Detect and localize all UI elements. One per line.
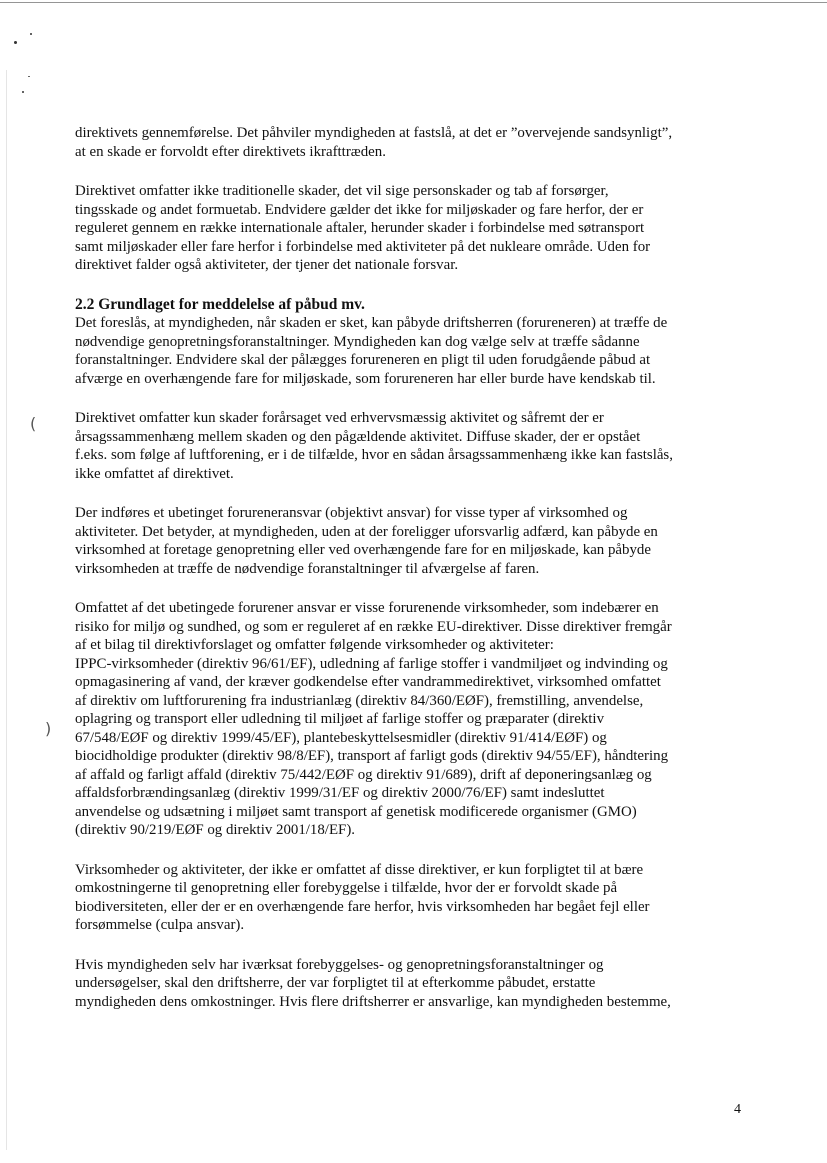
document-page	[75, 124, 755, 1011]
scan-left-edge	[6, 70, 7, 1150]
scan-speck-2	[30, 33, 32, 35]
paragraph-causal-link: Direktivet omfatter kun skader forårsaget ved erhvervsmæssig aktivitet og såfremt der er årsagssammenhæng mellem skaden og den pågældende aktivitet. Diffuse skader, der er opstået f.eks. som følge af luftforening, er i de tilfælde, hvor en sådan årsagssammenhæng ikke kan fastslås, ikke omfattet af direktivet.	[75, 410, 673, 482]
punch-hole-mark-top: (	[30, 414, 37, 433]
page-number: 4	[734, 1102, 741, 1117]
scan-speck-4	[22, 91, 24, 93]
paragraph-fault-liability: Virksomheder og aktiviteter, der ikke er omfattet af disse direktiver, er kun forpligtet til at bære omkostningerne til genopretning eller forebyggelse i tilfælde, hvor der er forvoldt skade på biodiversiteten, eller der er en overhængende fare herfor, hvis virksomheden har begået fejl eller forsømmelse (culpa ansvar).	[75, 861, 650, 933]
paragraph-cost-recovery: Hvis myndigheden selv har iværksat forebyggelses- og genopretningsforanstaltninger og undersøgelser, skal den driftsherre, der var forpligtet til at efterkomme påbudet, erstatte myndigheden dens omkostninger. Hvis flere driftsherrer er ansvarlige, kan myndigheden bestemme,	[75, 956, 671, 1010]
scan-top-border	[0, 2, 827, 3]
paragraph-scope-exclusions: Direktivet omfatter ikke traditionelle skader, det vil sige personskader og tab af forsørger, tingsskade og andet formuetab. Endvidere gælder det ikke for miljøskader og fare herfor, der er reguleret gennem en række internationale aftaler, herunder skader i forbindelse med søtransport samt miljøskader eller fare herfor i forbindelse med aktiviteter på det nukleare område. Uden for direktivet falder også aktiviteter, der tjener det nationale forsvar.	[75, 183, 651, 273]
section-heading: 2.2 Grundlaget for meddelelse af påbud mv.	[75, 295, 365, 313]
paragraph-covered-activities: Omfattet af det ubetingede forurener ansvar er visse forurenende virksomheder, som indebærer en risiko for miljø og sundhed, og som er reguleret af en række EU-direktiver. Disse direktiver fremgår af et bilag til direktivforslaget og omfatter følgende virksomheder og aktiviteter: IPPC-virksomheder (direktiv 96/61/EF), udledning af farlige stoffer i vandmiljøet og indvinding og opmagasinering af vand, der kræver godkendelse efter vandrammedirektivet, virksomhed omfattet af direktiv om luftforurening fra industrianlæg (direktiv 84/360/EØF), fremstilling, anvendelse, oplagring og transport eller udledning til miljøet af farlige stoffer og præparater (direktiv 67/548/EØF og direktiv 1999/45/EF), plantebeskyttelsesmidler (direktiv 91/414/EØF) og biocidholdige produkter (direktiv 98/8/EF), transport af farligt gods (direktiv 94/55/EF), håndtering af affald og farligt affald (direktiv 75/442/EØF og direktiv 91/689), drift af deponeringsanlæg og affaldsforbrændingsanlæg (direktiv 1999/31/EF og direktiv 2000/76/EF) samt indesluttet anvendelse og udsætning i miljøet samt transport af genetisk modificerede organismer (GMO) (direktiv 90/219/EØF og direktiv 2001/18/EF).	[75, 600, 672, 838]
paragraph-strict-liability: Der indføres et ubetinget forureneransvar (objektivt ansvar) for visse typer af virksomhed og aktiviteter. Det betyder, at myndigheden, uden at der foreligger uforsvarlig adfærd, kan påbyde en virksomhed at foretage genopretning eller ved overhængende fare for en miljøskade, kan påbyde virksomheden at træffe de nødvendige foranstaltninger til afværgelse af faren.	[75, 505, 658, 577]
paragraph-directive-implementation: direktivets gennemførelse. Det påhviler myndigheden at fastslå, at det er ”overvejende sandsynligt”, at en skade er forvoldt efter direktivets ikrafttræden.	[75, 125, 673, 160]
paragraph-orders-basis: Det foreslås, at myndigheden, når skaden er sket, kan påbyde driftsherren (forureneren) at træffe de nødvendige genopretningsforanstaltninger. Myndigheden kan dog vælge selv at træffe sådanne foranstaltninger. Endvidere skal der pålægges forureneren en pligt til uden forudgående påbud at afværge en overhængende fare for miljøskade, som forureneren har eller burde have kendskab til.	[75, 315, 668, 387]
scan-speck-1	[14, 41, 17, 44]
punch-hole-mark-bottom: )	[45, 719, 52, 738]
scan-speck-3	[28, 76, 30, 77]
